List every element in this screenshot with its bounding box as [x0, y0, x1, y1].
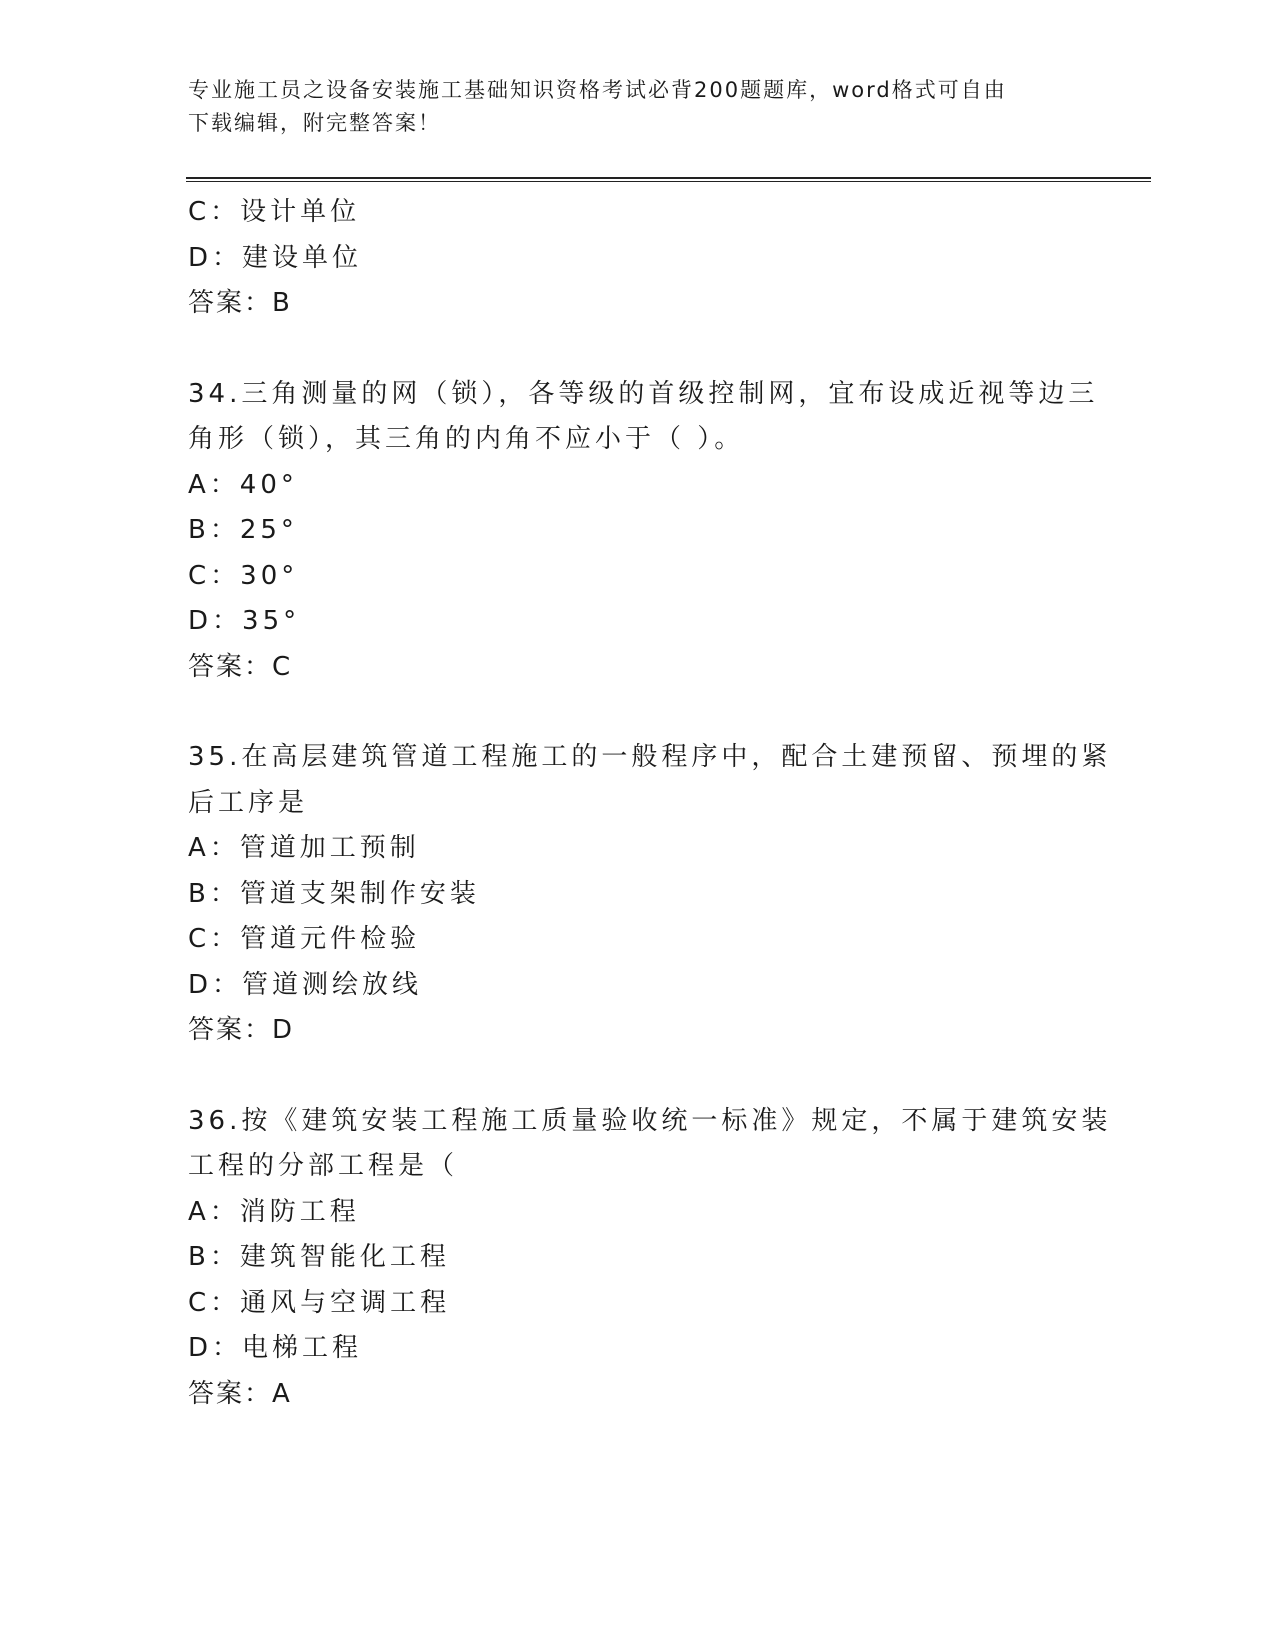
- question-text-line: 工程的分部工程是（: [188, 1151, 459, 1181]
- question-text-line: 36.按《建筑安装工程施工质量验收统一标准》规定，不属于建筑安装: [188, 1105, 1112, 1136]
- option-a: A：消防工程: [188, 1196, 360, 1227]
- header-line-2: 下载编辑，附完整答案！: [188, 111, 441, 135]
- option-b: B：建筑智能化工程: [188, 1242, 450, 1272]
- question-35: [188, 735, 1112, 1054]
- header-line-1: 专业施工员之设备安装施工基础知识资格考试必背200题题库，word格式可自由: [188, 78, 1007, 102]
- question-text-line: 34.三角测量的网（锁），各等级的首级控制网，宜布设成近视等边三: [188, 378, 1099, 409]
- option-c: C：通风与空调工程: [188, 1287, 451, 1318]
- option-d: D：35°: [188, 606, 301, 636]
- document-header: [188, 74, 1068, 140]
- previous-question-tail: [188, 190, 1088, 327]
- question-34: [188, 372, 1099, 691]
- header-divider: [186, 177, 1151, 182]
- spacer: [188, 327, 1088, 372]
- question-text-line: 角形（锁），其三角的内角不应小于（ ）。: [188, 424, 745, 454]
- option-d: D：电梯工程: [188, 1333, 363, 1363]
- spacer: [188, 1054, 1088, 1099]
- question-36: [188, 1099, 1112, 1418]
- question-list: [188, 190, 1112, 1417]
- option-b: B：管道支架制作安装: [188, 878, 480, 909]
- option-c: C：30°: [188, 560, 299, 591]
- option-c: C：设计单位: [188, 197, 361, 227]
- option-d: D：管道测绘放线: [188, 969, 423, 1000]
- option-b: B：25°: [188, 515, 298, 545]
- option-a: A：管道加工预制: [188, 833, 420, 863]
- answer-line: 答案：C: [188, 651, 293, 682]
- answer-line: 答案：D: [188, 1015, 295, 1045]
- option-d: D：建设单位: [188, 242, 363, 273]
- answer-line: 答案：A: [188, 1378, 292, 1409]
- spacer: [188, 690, 1088, 735]
- question-text-line: 35.在高层建筑管道工程施工的一般程序中，配合土建预留、预埋的紧: [188, 742, 1112, 772]
- question-text-line: 后工序是: [188, 787, 309, 818]
- option-a: A：40°: [188, 469, 298, 500]
- answer-line: 答案：B: [188, 288, 292, 318]
- option-c: C：管道元件检验: [188, 924, 421, 954]
